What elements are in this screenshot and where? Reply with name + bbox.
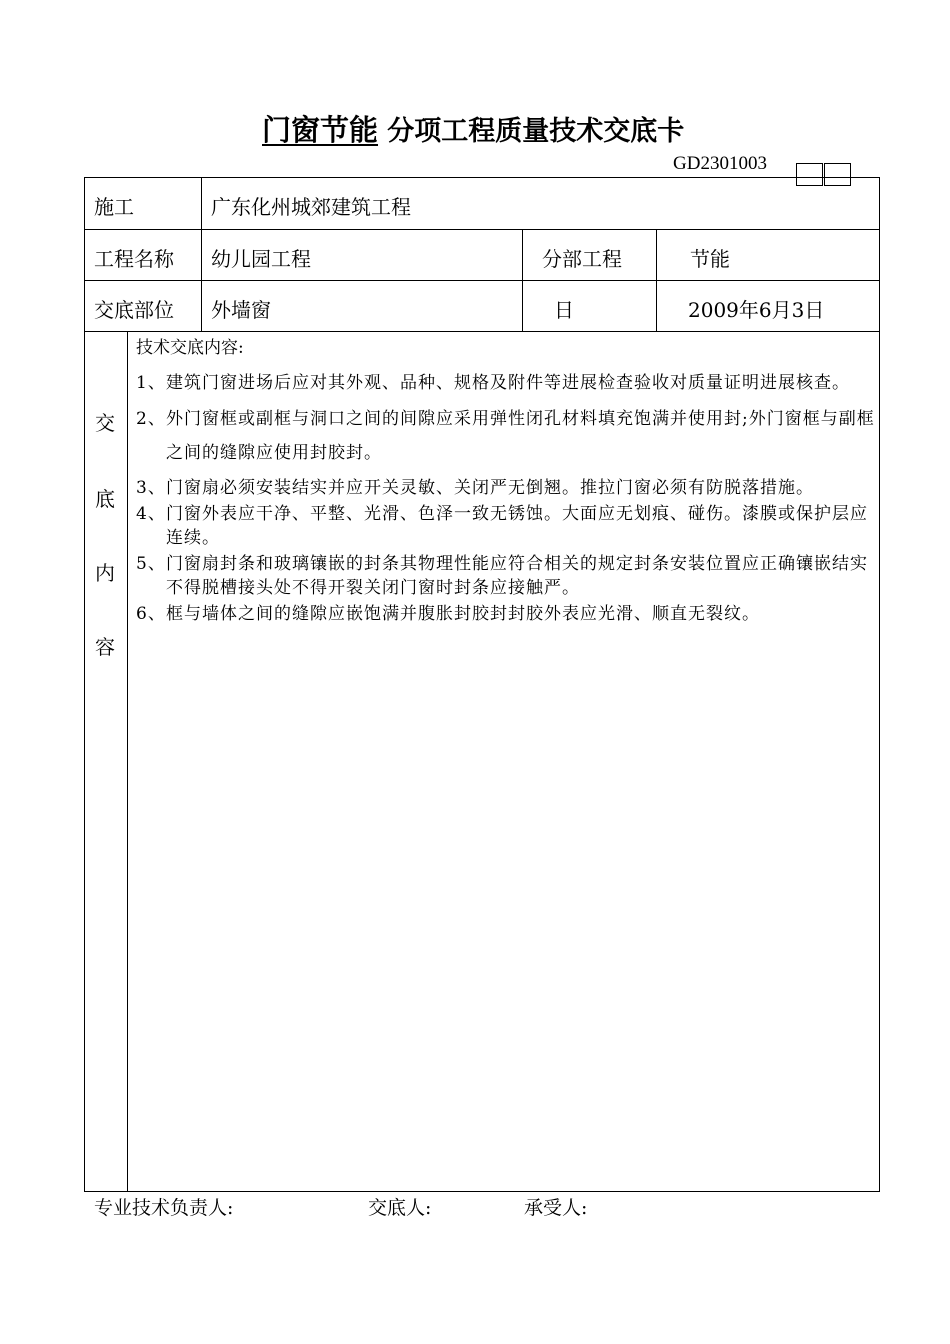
item-text: 建筑门窗进场后应对其外观、品种、规格及附件等进展检查验收对质量证明进展核查。 — [166, 373, 850, 393]
side-label-char: 底 — [95, 487, 115, 511]
presenter-signature-label: 交底人: — [368, 1197, 432, 1219]
location-label: 交底部位 — [94, 298, 174, 322]
side-label-char: 内 — [95, 561, 115, 585]
item-text: 外门窗框或副框与洞口之间的间隙应采用弹性闭孔材料填充饱满并使用封;外门窗框与副框之间的缝隙应使用封胶封。 — [166, 409, 875, 463]
side-label-char: 交 — [95, 411, 115, 435]
project-name-label: 工程名称 — [94, 247, 174, 271]
list-item — [136, 366, 876, 400]
document-title — [262, 108, 684, 149]
division-label: 分部工程 — [542, 247, 622, 271]
tech-lead-signature-label: 专业技术负责人: — [94, 1197, 234, 1219]
list-item — [136, 602, 876, 626]
item-number: 6、 — [136, 604, 166, 624]
item-number: 1、 — [136, 373, 166, 393]
list-item — [136, 402, 876, 470]
side-label-char: 容 — [95, 635, 115, 659]
construction-label: 施工 — [94, 195, 134, 219]
document-code: GD2301003 — [673, 153, 767, 174]
division-value: 节能 — [690, 247, 730, 271]
item-text: 门窗外表应干净、平整、光滑、色泽一致无锈蚀。大面应无划痕、碰伤。漆膜或保护层应连续。 — [166, 504, 868, 548]
title-main: 分项工程质量技术交底卡 — [387, 116, 685, 147]
list-item — [136, 552, 876, 600]
title-subject: 门窗节能 — [262, 113, 379, 147]
content-heading: 技术交底内容: — [136, 338, 244, 358]
item-text: 框与墙体之间的缝隙应嵌饱满并腹胀封胶封封胶外表应光滑、顺直无裂纹。 — [166, 604, 760, 624]
receiver-signature-label: 承受人: — [524, 1197, 588, 1219]
item-text: 门窗扇必须安装结实并应开关灵敏、关闭严无倒翘。推拉门窗必须有防脱落措施。 — [166, 478, 814, 498]
form-table — [84, 177, 880, 1192]
date-value: 2009年6月3日 — [688, 298, 825, 322]
project-name-value: 幼儿园工程 — [211, 247, 311, 271]
item-number: 3、 — [136, 478, 166, 498]
disclosure-content — [136, 336, 876, 626]
item-text: 门窗扇封条和玻璃镶嵌的封条其物理性能应符合相关的规定封条安装位置应正确镶嵌结实不得脱槽接头处不得开裂关闭门窗时封条应接触严。 — [166, 554, 868, 598]
date-label: 日 — [554, 298, 574, 322]
item-number: 4、 — [136, 504, 166, 524]
construction-value: 广东化州城郊建筑工程 — [211, 195, 411, 219]
item-number: 5、 — [136, 554, 166, 574]
location-value: 外墙窗 — [211, 298, 271, 322]
item-number: 2、 — [136, 409, 166, 429]
list-item — [136, 502, 876, 550]
list-item — [136, 476, 876, 500]
